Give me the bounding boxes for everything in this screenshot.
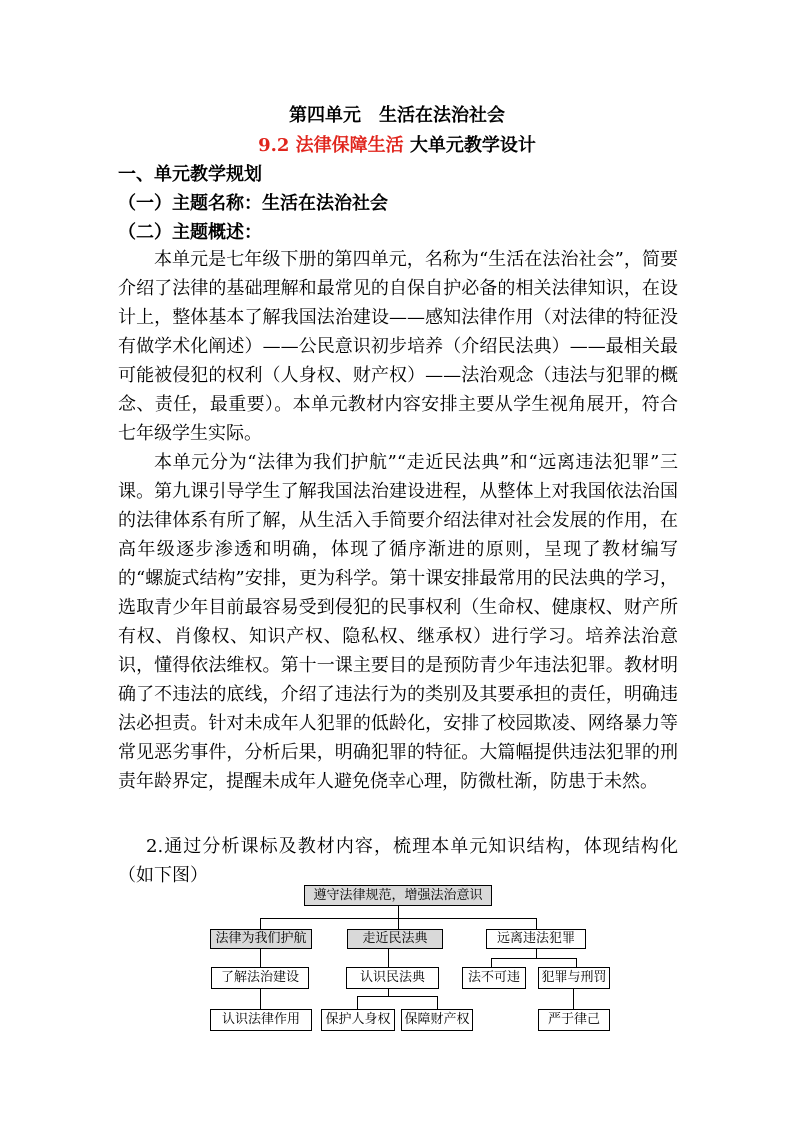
connector-lesson9-grandchild [260, 988, 261, 1010]
diagram-node-know-law-role: 认识法律作用 [210, 1009, 312, 1031]
diagram-node-know-civil-code: 认识民法典 [346, 967, 439, 989]
connector-lesson9-child [260, 948, 261, 968]
lesson-title [0, 131, 794, 157]
section-heading-planning: 一、单元教学规划 [118, 164, 262, 185]
diagram-node-lesson9: 法律为我们护航 [210, 929, 312, 949]
connector-crime-grandchild [573, 988, 574, 1010]
connector-lesson10-child [388, 948, 389, 968]
connector-root-down [398, 905, 399, 919]
topic-name-heading: （一）主题名称：生活在法治社会 [118, 193, 388, 214]
connector-lesson10-stem [388, 988, 389, 996]
diagram-node-lesson10: 走近民法典 [347, 929, 443, 949]
lesson-number: 9.2 法律保障生活 [258, 135, 404, 156]
diagram-root-node: 遵守法律规范，增强法治意识 [304, 885, 492, 906]
unit-title: 第四单元 生活在法治社会 [289, 105, 505, 126]
diagram-node-law-not-violated: 法不可违 [462, 967, 526, 989]
connector-lesson11-bar [491, 958, 576, 959]
topic-overview-heading: （二）主题概述： [118, 222, 262, 243]
connector-lesson10-bar [357, 996, 437, 997]
connector-level1-bar [260, 918, 536, 919]
connector-to-property-rights [437, 996, 438, 1010]
lesson-suffix: 大单元教学设计 [403, 135, 536, 156]
diagram-node-protect-property-rights: 保障财产权 [401, 1009, 473, 1031]
diagram-node-lesson11: 远离违法犯罪 [486, 929, 586, 949]
diagram-node-self-discipline: 严于律己 [538, 1009, 610, 1031]
overview-paragraph-1: 本单元是七年级下册的第四单元，名称为“生活在法治社会”，简要介绍了法律的基础理解和最常见的自保自护必备的相关法律知识，在设计上，整体基本了解我国法治建设——感知法律作用（对法律的特征没有做学术化阐述）——公民意识初步培养（介绍民法典）——最相关最可能被侵犯的权利（人身权、财产权）——法治观念（违法与犯罪的概念、责任，最重要）。本单元教材内容安排主要从学生视角展开，符合七年级学生实际。 [118, 249, 678, 444]
structure-paragraph: 2.通过分析课标及教材内容，梳理本单元知识结构，体现结构化（如下图） [118, 836, 678, 886]
connector-lesson11-stem [536, 948, 537, 958]
diagram-node-protect-person-rights: 保护人身权 [321, 1009, 395, 1031]
overview-paragraph-2: 本单元分为“法律为我们护航”“走近民法典”和“远离违法犯罪”三课。第九课引导学生了解我国法治建设进程，从整体上对我国依法治国的法律体系有所了解，从生活入手简要介绍法律对社会发展的作用，在高年级逐步渗透和明确，体现了循序渐进的原则，呈现了教材编写的“螺旋式结构”安排，更为科学。第十课安排最常用的民法典的学习，选取青少年目前最容易受到侵犯的民事权利（生命权、健康权、财产所有权、肖像权、知识产权、隐私权、继承权）进行学习。培养法治意识，懂得依法维权。第十一课主要目的是预防青少年违法犯罪。教材明确了不违法的底线，介绍了违法行为的类别及其要承担的责任，明确违法必担责。针对未成年人犯罪的低龄化，安排了校园欺凌、网络暴力等常见恶劣事件，分析后果，明确犯罪的特征。大篇幅提供违法犯罪的刑责年龄界定，提醒未成年人避免侥幸心理，防微杜渐，防患于未然。 [118, 452, 678, 792]
diagram-node-crime-and-punishment: 犯罪与刑罚 [538, 967, 610, 989]
connector-to-person-rights [357, 996, 358, 1010]
diagram-node-understand-rule-of-law: 了解法治建设 [211, 967, 309, 989]
